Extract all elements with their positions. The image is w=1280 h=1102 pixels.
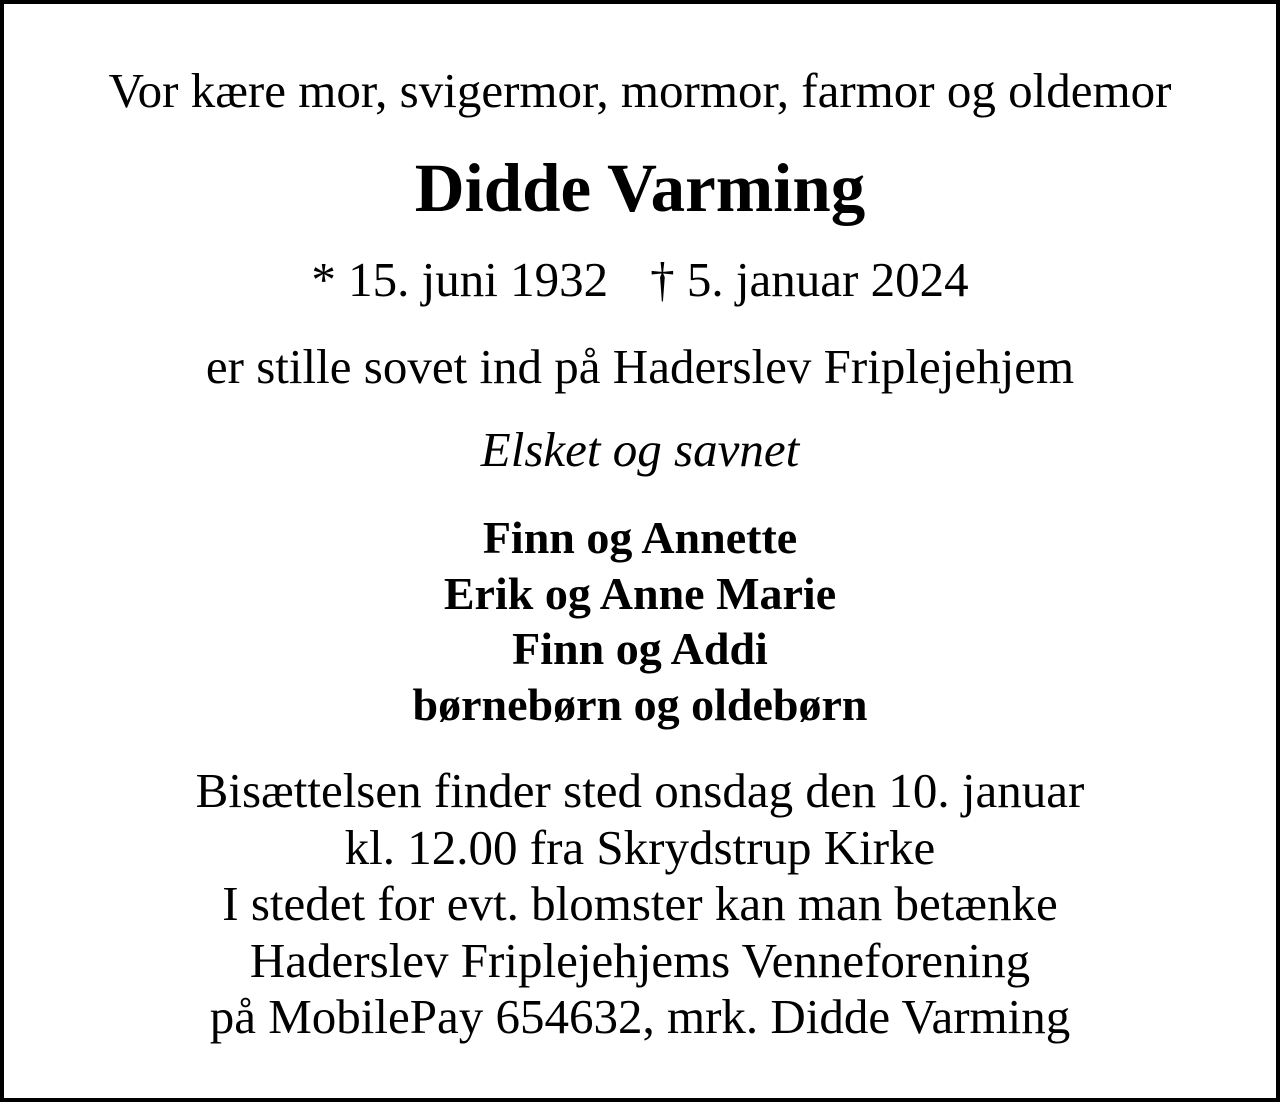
intro-line: Vor kære mor, svigermor, mormor, farmor og oldemor bbox=[108, 63, 1172, 118]
death-date: † 5. januar 2024 bbox=[650, 252, 969, 307]
deceased-name: Didde Varming bbox=[414, 150, 866, 226]
details-line: på MobilePay 654632, mrk. Didde Varming bbox=[209, 989, 1071, 1045]
tagline: Elsket og savnet bbox=[480, 422, 800, 477]
details-line: Haderslev Friplejehjems Venneforening bbox=[249, 932, 1031, 988]
details-line: Bisættelsen finder sted onsdag den 10. januar bbox=[195, 763, 1085, 818]
life-dates bbox=[4, 252, 1276, 307]
survivor-line: Erik og Anne Marie bbox=[443, 567, 837, 619]
funeral-details bbox=[4, 763, 1276, 1046]
survivor-line: Finn og Addi bbox=[512, 623, 768, 675]
birth-date: * 15. juni 1932 bbox=[311, 252, 609, 307]
place-of-death-line: er stille sovet ind på Haderslev Friplejehjem bbox=[205, 339, 1075, 394]
survivor-line: Finn og Annette bbox=[482, 512, 798, 563]
details-line: kl. 12.00 fra Skrydstrup Kirke bbox=[344, 819, 936, 875]
survivors-list bbox=[4, 510, 1276, 733]
details-line: I stedet for evt. blomster kan man betænke bbox=[222, 876, 1058, 932]
survivor-line: børnebørn og oldebørn bbox=[412, 678, 868, 730]
